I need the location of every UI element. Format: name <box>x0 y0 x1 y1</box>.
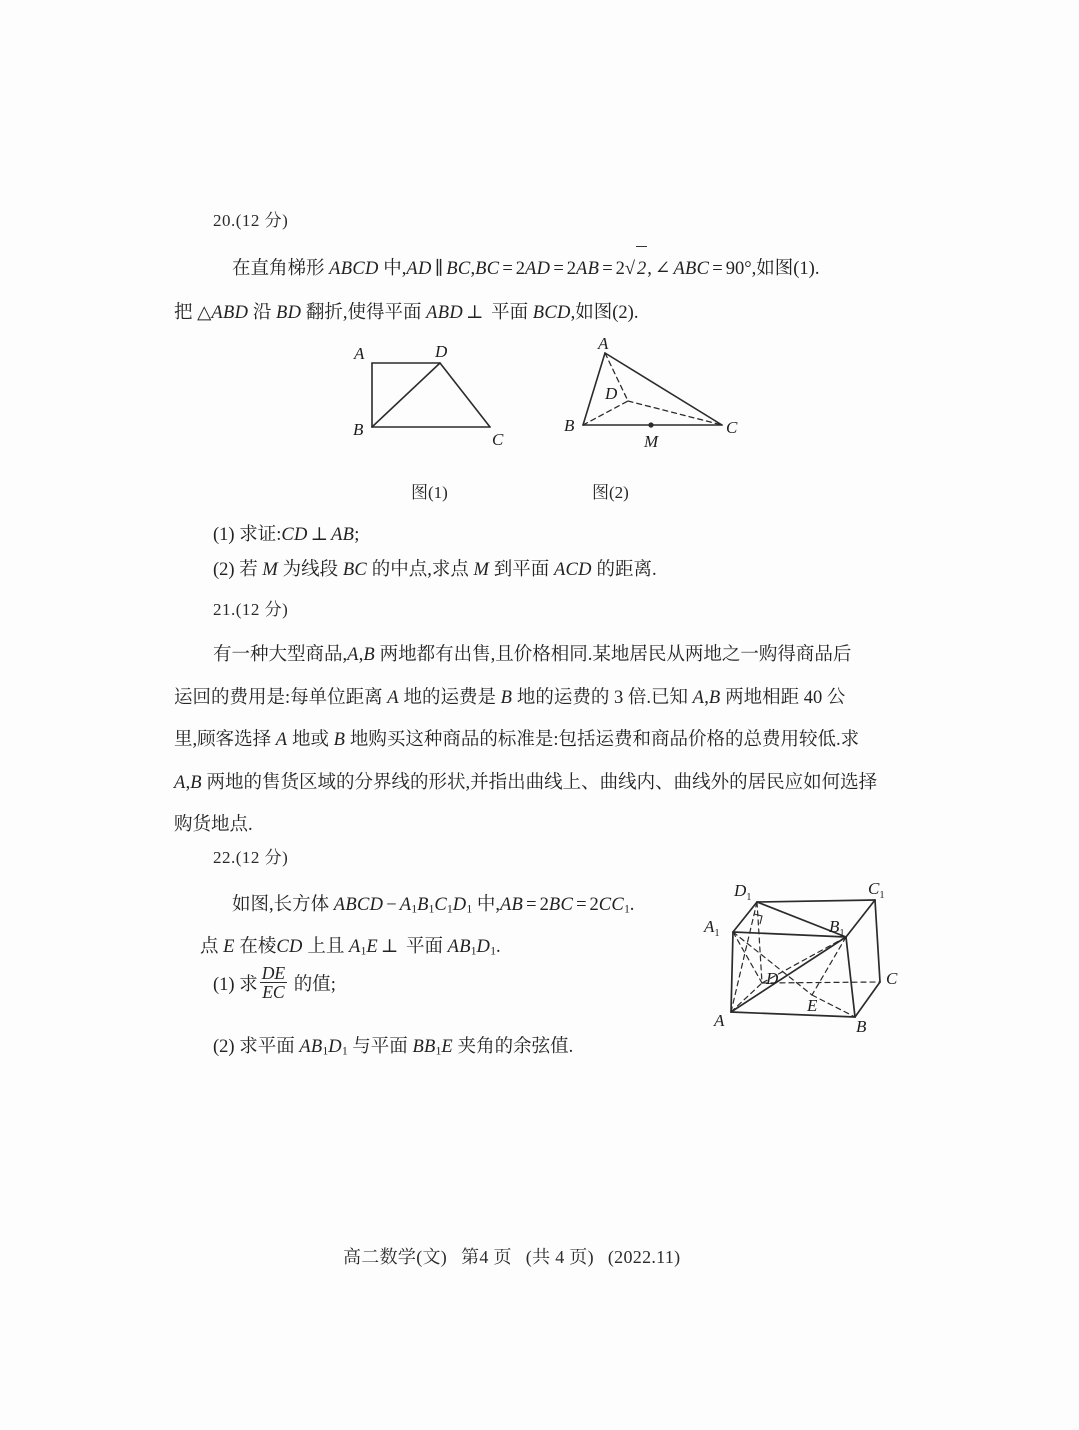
p20-l1-text-end: ,如图(1). <box>751 259 820 279</box>
edge-A1-D1 <box>733 902 757 932</box>
p22-l1-var-cc1: CC <box>598 895 625 915</box>
p20-l2-var-abd: ABD <box>211 303 249 323</box>
problem-20-line-1 <box>232 246 819 292</box>
p22-l1-eq-1: = <box>526 895 537 915</box>
p22-l1-var-bc: BC <box>548 895 574 915</box>
p22-l1-var-abcd: ABCD <box>333 895 384 915</box>
p22-s2-var-ab1: AB <box>299 1037 323 1057</box>
figure-1-caption: 图(1) <box>411 483 448 502</box>
figure2-label-C: C <box>726 418 738 437</box>
p21-l1-var-a: A <box>347 645 359 665</box>
p20-s2-var-m: M <box>262 560 279 580</box>
p21-l2-text-e: 两地相距 <box>720 688 804 708</box>
p20-l2-text-c: 翻折,使得平面 <box>301 303 427 323</box>
p21-l2-var-b: B <box>500 688 513 708</box>
p21-l2-num-3: 3 <box>614 688 624 708</box>
figure1-label-C: C <box>492 430 504 449</box>
p20-l1-eq-4: = <box>712 259 723 279</box>
p22-l1-var-a1: A <box>399 895 412 915</box>
p21-l1-text-end: 两地都有出售,且价格相同.某地居民从两地之一购得商品后 <box>374 645 852 665</box>
p21-l1-text-a: 有一种大型商品, <box>213 645 348 665</box>
p21-l4-text-end: 两地的售货区域的分界线的形状,并指出曲线上、曲线内、曲线外的居民应如何选择 <box>201 773 878 793</box>
figure-3-cuboid <box>690 880 920 1045</box>
figure1-label-B: B <box>353 420 364 439</box>
p20-l1-comma-1: , <box>470 259 476 279</box>
figure3-label-A: A <box>714 1011 725 1030</box>
figure3-label-C: C <box>886 969 898 988</box>
p22-l1-var-b1: B <box>417 895 429 915</box>
problem-21-number: 21.(12 分) <box>213 600 289 619</box>
p20-s2-text-d: 到平面 <box>489 560 554 580</box>
p21-l3-var-b: B <box>333 730 346 750</box>
p21-l4-var-a: A <box>174 773 186 793</box>
p20-s2-text-c: 的中点,求点 <box>367 560 474 580</box>
figure3-label-B: B <box>856 1017 867 1036</box>
p21-l3-text-a: 里,顾客选择 <box>174 730 276 750</box>
problem-22-sub-2 <box>213 1025 573 1075</box>
p22-s2-sub-d1: 1 <box>341 1045 348 1058</box>
p20-s1-var-ab: AB <box>331 525 355 545</box>
figure-2-caption: 图(2) <box>592 483 629 502</box>
figure-3-svg <box>690 880 920 1045</box>
p22-l1-sub-c1: 1 <box>447 903 453 916</box>
figure2-label-M: M <box>644 432 659 451</box>
p22-l1-sub-cc1: 1 <box>624 903 630 916</box>
p20-s1-text-end: ; <box>354 525 360 545</box>
p22-l2-sub-ab1: 1 <box>470 945 477 958</box>
p22-l1-minus: − <box>386 895 397 915</box>
footer-date: (2022.11) <box>607 1247 681 1267</box>
p21-l2-num-40: 40 <box>803 688 823 708</box>
p20-l1-var-abc: ABC <box>673 259 710 279</box>
p22-s2-sub-bb1: 1 <box>435 1045 442 1058</box>
p20-l1-var-abcd: ABCD <box>329 259 379 279</box>
p21-l2-var-b2: B <box>708 688 721 708</box>
p21-l1-var-b: B <box>363 645 375 665</box>
p22-s1-text-end: 的值; <box>289 975 336 995</box>
p22-l2-var-e2: E <box>366 937 378 957</box>
p22-l2-text-b: 在棱 <box>234 937 277 957</box>
p22-s2-var-d1: D <box>328 1037 342 1057</box>
p20-l2-text-a: 把 <box>174 303 198 323</box>
p22-l2-var-cd: CD <box>276 937 303 957</box>
triangle-icon: △ <box>197 303 212 323</box>
angle-icon: ∠ <box>654 259 671 279</box>
p20-l2-text-d: 平面 <box>486 303 533 323</box>
problem-21-line-1 <box>213 633 851 678</box>
p22-l1-sub-b1: 1 <box>428 903 435 916</box>
p20-l2-var-bd: BD <box>276 303 302 323</box>
p20-l2-var-abd2: ABD <box>426 303 464 323</box>
p21-l2-text-end: 公 <box>822 688 846 708</box>
edge-D-C-hidden <box>762 982 880 983</box>
p22-s2-text-a: (2) 求平面 <box>213 1037 300 1057</box>
edge-B1-B <box>846 937 855 1017</box>
p21-l2-text-b: 地的运费是 <box>398 688 501 708</box>
p22-l1-var-c1: C <box>434 895 448 915</box>
p22-l2-var-a1: A <box>348 937 361 957</box>
footer-subject: 高二数学(文) <box>343 1247 448 1267</box>
p22-l2-var-e: E <box>223 937 235 957</box>
p20-l1-num-1: 2 <box>515 259 526 279</box>
p20-l1-eq-1: = <box>502 259 513 279</box>
edge-A1-A <box>731 932 733 1012</box>
p20-l1-text-a: 在直角梯形 <box>232 259 330 279</box>
figure3-label-B1: $B_1$ <box>829 917 845 939</box>
p21-l4-var-b: B <box>190 773 202 793</box>
edge-D1-C1 <box>757 900 875 902</box>
figure-1-trapezoid <box>340 335 520 455</box>
p20-l1-var-ad: AD <box>406 259 432 279</box>
p22-l2-text-c: 上且 <box>302 937 349 957</box>
p20-l1-var-bc2: BC <box>475 259 500 279</box>
figure2-label-A: A <box>598 334 609 353</box>
figure2-label-B: B <box>564 416 575 435</box>
problem-22-sub-1 <box>213 963 336 1008</box>
p22-l2-sub-a1: 1 <box>360 945 367 958</box>
problem-21-line-4 <box>174 761 877 806</box>
p20-l1-var-bc: BC <box>446 259 471 279</box>
figure3-label-D: D <box>766 969 779 988</box>
p21-l4-comma: , <box>185 773 191 793</box>
p22-l2-text-end: . <box>495 937 501 957</box>
figure3-label-A1: $A_1$ <box>704 917 720 939</box>
edge-B-C <box>855 982 880 1017</box>
problem-20-sub-2 <box>213 548 657 593</box>
p22-l1-num-1: 2 <box>539 895 549 915</box>
p22-l2-var-ab1: AB <box>447 937 471 957</box>
figure3-label-E: E <box>807 996 818 1015</box>
edge-D1-D-hidden <box>757 902 762 983</box>
p20-l1-eq-2: = <box>553 259 564 279</box>
p20-l1-comma-2: , <box>647 259 652 279</box>
p20-s2-text-end: 的距离. <box>591 560 657 580</box>
p20-l1-text-b: 中, <box>378 259 407 279</box>
p20-s2-var-bc: BC <box>342 560 368 580</box>
p22-s2-text-end: 夹角的余弦值. <box>452 1037 574 1057</box>
segment-E-B-hidden <box>812 995 855 1017</box>
segment-BD <box>372 363 440 427</box>
p21-l2-var-a2: A <box>692 688 705 708</box>
p20-s2-var-m2: M <box>473 560 490 580</box>
problem-20-line-2 <box>174 291 638 336</box>
segment-DC-hidden <box>628 401 722 425</box>
edge-A-B <box>731 1012 855 1017</box>
perpendicular-icon: ⊥ <box>380 937 399 957</box>
footer-page-number: 第4 页 <box>461 1247 512 1267</box>
p22-l1-var-ab: AB <box>499 895 524 915</box>
diagonal-A-B1 <box>731 937 846 1012</box>
problem-21-line-3 <box>174 718 859 763</box>
p22-l2-var-d1: D <box>476 937 491 957</box>
p22-l1-sub-a1: 1 <box>411 903 418 916</box>
p22-l1-text-b: 中, <box>472 895 500 915</box>
p22-s1-text-a: (1) 求 <box>213 975 258 995</box>
fraction-denominator: EC <box>262 982 285 1003</box>
p21-l2-text-a: 运回的费用是:每单位距离 <box>174 688 388 708</box>
p20-l1-parallel-symbol: ∥ <box>434 259 444 279</box>
perpendicular-icon: ⊥ <box>310 525 329 545</box>
p20-s2-text-b: 为线段 <box>278 560 343 580</box>
p22-l1-text-end: . <box>629 895 635 915</box>
p20-s1-var-cd: CD <box>281 525 308 545</box>
figure-2-folded-tetrahedron <box>556 335 746 455</box>
p22-s2-text-b: 与平面 <box>347 1037 413 1057</box>
p21-l3-text-b: 地或 <box>287 730 334 750</box>
figure-2-svg <box>556 335 746 455</box>
problem-21-line-5: 购货地点. <box>174 815 253 835</box>
p20-l1-num-3: 2 <box>615 259 625 279</box>
p22-l1-num-2: 2 <box>589 895 599 915</box>
p20-l1-eq-3: = <box>602 259 613 279</box>
p21-l2-text-c: 地的运费的 <box>512 688 615 708</box>
figure-1-svg <box>340 335 520 455</box>
perpendicular-icon: ⊥ <box>466 303 484 323</box>
figure1-label-A: A <box>354 344 365 363</box>
p22-l2-sub-d1: 1 <box>490 945 496 958</box>
p20-l1-var-ad2: AD <box>525 259 551 279</box>
fraction-numerator: DE <box>261 962 286 983</box>
p21-l1-comma: , <box>358 645 364 665</box>
edge-C1-C <box>875 900 880 982</box>
p22-l2-text-d: 平面 <box>401 937 448 957</box>
p22-s2-var-e: E <box>441 1037 453 1057</box>
p20-l1-var-ab: AB <box>576 259 600 279</box>
figure1-label-D: D <box>435 342 448 361</box>
p22-l1-sub-d1: 1 <box>466 903 473 916</box>
problem-21-line-2 <box>174 676 845 721</box>
figure3-label-C1: $C_1$ <box>868 879 885 901</box>
segment-DC <box>440 363 490 427</box>
p21-l2-var-a: A <box>387 688 399 708</box>
p21-l2-comma: , <box>704 688 709 708</box>
p20-s2-var-acd: ACD <box>553 560 592 580</box>
p21-l2-text-d: 倍.已知 <box>623 688 693 708</box>
edge-C1-B1 <box>846 900 875 937</box>
footer-total-pages: (共 4 页) <box>525 1247 594 1267</box>
figure2-label-D: D <box>605 384 618 403</box>
p20-s2-text-a: (2) 若 <box>213 560 263 580</box>
edge-A-D-hidden <box>731 983 762 1012</box>
fraction-DE-EC <box>260 964 287 1002</box>
p20-l2-var-bcd: BCD <box>532 303 571 323</box>
p20-l1-num-2: 2 <box>566 259 576 279</box>
point-M-marker <box>648 422 653 427</box>
p22-s2-sub-ab1: 1 <box>322 1045 329 1058</box>
p22-l2-text-a: 点 <box>200 937 224 957</box>
problem-20-number: 20.(12 分) <box>213 211 289 230</box>
p20-l1-sqrt-radicand: 2 <box>636 246 647 292</box>
segment-AB <box>583 353 605 425</box>
figure3-label-D1: $D_1$ <box>734 881 752 903</box>
p22-l1-text-a: 如图,长方体 <box>232 895 334 915</box>
p21-l3-text-end: 地购买这种商品的标准是:包括运费和商品价格的总费用较低.求 <box>345 730 860 750</box>
p22-l1-eq-2: = <box>576 895 587 915</box>
p20-s1-text-a: (1) 求证: <box>213 525 282 545</box>
p22-s2-var-bb1: BB <box>412 1037 436 1057</box>
p22-l1-var-d1: D <box>452 895 467 915</box>
p20-l2-text-end: ,如图(2). <box>570 303 639 323</box>
problem-22-number: 22.(12 分) <box>213 848 289 867</box>
p20-l1-degree: 90° <box>725 259 752 279</box>
radical-icon: √ <box>624 259 636 279</box>
p20-l2-text-b: 沿 <box>248 303 277 323</box>
p21-l3-var-a: A <box>275 730 288 750</box>
page-footer <box>343 1243 680 1269</box>
